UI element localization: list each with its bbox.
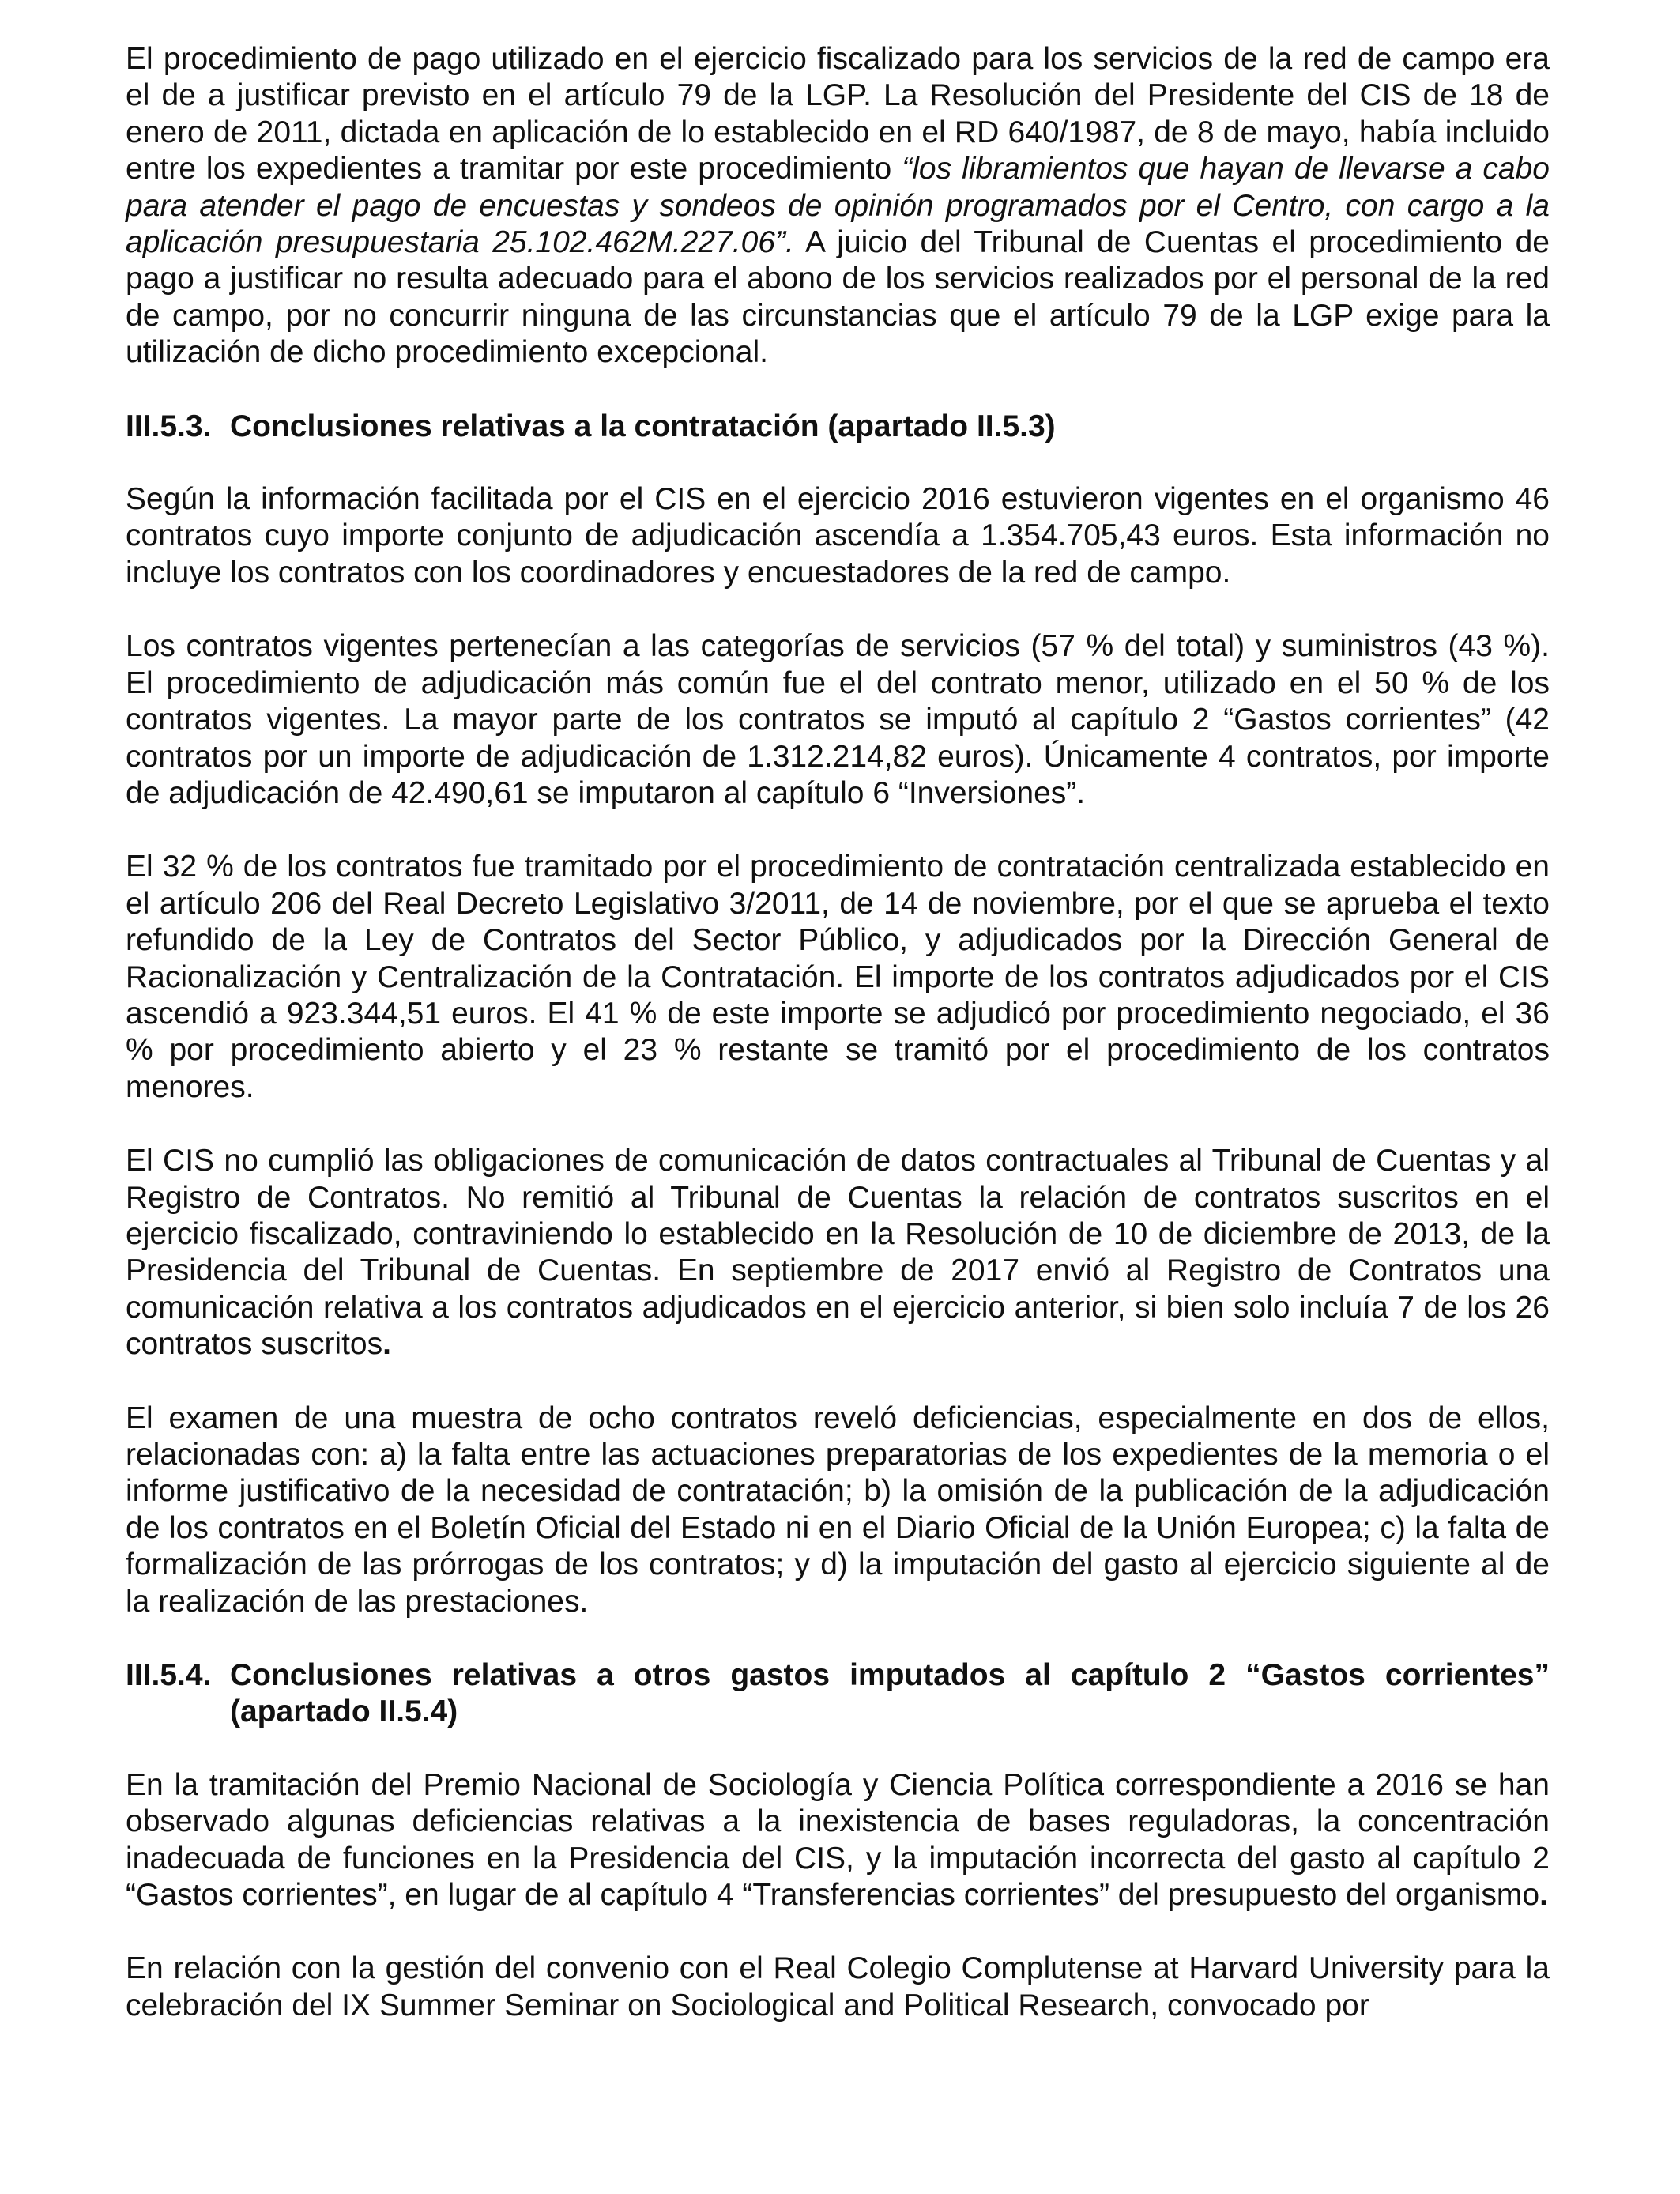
section-heading-iii-5-3 bbox=[126, 409, 1550, 445]
section-title: Conclusiones relativas a otros gastos imputados al capítulo 2 “Gastos corrientes” (apartado II.5.4) bbox=[230, 1658, 1550, 1729]
section-number: III.5.4. bbox=[126, 1658, 212, 1693]
paragraph-categorias-contratos: Los contratos vigentes pertenecían a las categorías de servicios (57 % del total) y suministros (43 %). El procedimiento de adjudicación más común fue el del contrato menor, utilizado en el 50 % de los contratos vigentes. La mayor parte de los contratos se imputó al capítulo 2 “Gastos corrientes” (42 contratos por un importe de adjudicación de 1.312.214,82 euros). Únicamente 4 contratos, por importe de adjudicación de 42.490,61 se imputaron al capítulo 6 “Inversiones”. bbox=[126, 629, 1550, 810]
paragraph-comunicacion-datos bbox=[126, 1143, 1550, 1363]
paragraph-text: En la tramitación del Premio Nacional de Sociología y Ciencia Política correspondiente a 2016 se han observado algunas deficiencias relativas a la inexistencia de bases reguladoras, la concentración inadecuada de funciones en la Presidencia del CIS, y la imputación incorrecta del gasto al capítulo 2 “Gastos corrientes”, en lugar de al capítulo 4 “Transferencias corrientes” del presupuesto del organismo bbox=[126, 1767, 1550, 1913]
paragraph-contratacion-centralizada: El 32 % de los contratos fue tramitado por el procedimiento de contratación centralizada establecido en el artículo 206 del Real Decreto Legislativo 3/2011, de 14 de noviembre, por el que se aprueba el texto refundido de la Ley de Contratos del Sector Público, y adjudicados por la Dirección General de Racionalización y Centralización de la Contratación. El importe de los contratos adjudicados por el CIS ascendió a 923.344,51 euros. El 41 % de este importe se adjudicó por procedimiento negociado, el 36 % por procedimiento abierto y el 23 % restante se tramitó por el procedimiento de los contratos menores. bbox=[126, 850, 1550, 1104]
paragraph-pago-a-justificar bbox=[126, 41, 1550, 371]
section-title: Conclusiones relativas a la contratación (apartado II.5.3) bbox=[230, 409, 1056, 443]
paragraph-text: A juicio del Tribunal de Cuentas el procedimiento de pago a justificar no resulta adecuado para el abono de los servicios realizados por el personal de la red de campo, por no concurrir ninguna de las circunstancias que el artículo 79 de la LGP exige para la utilización de dicho procedimiento excepcional. bbox=[126, 225, 1550, 370]
section-heading-iii-5-4 bbox=[126, 1657, 1550, 1731]
paragraph-text: El procedimiento de pago utilizado en el ejercicio fiscalizado para los servicios de la red de campo era el de a justificar previsto en el artículo 79 de la LGP. La Resolución del Presidente del CIS de 18 de enero de 2011, dictada en aplicación de lo establecido en el RD 640/1987, de 8 de mayo, había incluido entre los expedientes a tramitar por este procedimiento bbox=[126, 42, 1550, 187]
paragraph-contratos-vigentes: Según la información facilitada por el CIS en el ejercicio 2016 estuvieron vigentes en el organismo 46 contratos cuyo importe conjunto de adjudicación ascendía a 1.354.705,43 euros. Esta información no incluye los contratos con los coordinadores y encuestadores de la red de campo. bbox=[126, 482, 1550, 590]
paragraph-text: El CIS no cumplió las obligaciones de comunicación de datos contractuales al Tribunal de Cuentas y al Registro de Contratos. No remitió al Tribunal de Cuentas la relación de contratos suscritos en el ejercicio fiscalizado, contraviniendo lo establecido en la Resolución de 10 de diciembre de 2013, de la Presidencia del Tribunal de Cuentas. En septiembre de 2017 envió al Registro de Contratos una comunicación relativa a los contratos adjudicados en el ejercicio anterior, si bien solo incluía 7 de los 26 contratos suscritos bbox=[126, 1144, 1550, 1362]
bold-period: . bbox=[382, 1327, 391, 1362]
paragraph-convenio-harvard: En relación con la gestión del convenio con el Real Colegio Complutense at Harvard University para la celebración del IX Summer Seminar on Sociological and Political Research, convocado por bbox=[126, 1951, 1550, 2022]
section-number: III.5.3. bbox=[126, 409, 212, 443]
italic-quotation: “los libramientos que hayan de llevarse a cabo para atender el pago de encuestas y sondeos de opinión programados por el Centro, con cargo a la aplicación presupuestaria 25.102.462M.227.06”. bbox=[126, 152, 1550, 260]
paragraph-premio-nacional bbox=[126, 1767, 1550, 1914]
bold-period: . bbox=[1539, 1878, 1548, 1913]
document-page bbox=[126, 41, 1550, 2061]
paragraph-muestra-contratos: El examen de una muestra de ocho contratos reveló deficiencias, especialmente en dos de ellos, relacionadas con: a) la falta entre las actuaciones preparatorias de los expedientes de la memoria o el informe justificativo de la necesidad de contratación; b) la omisión de la publicación de la adjudicación de los contratos en el Boletín Oficial del Estado ni en el Diario Oficial de la Unión Europea; c) la falta de formalización de las prórrogas de los contratos; y d) la imputación del gasto al ejercicio siguiente al de la realización de las prestaciones. bbox=[126, 1400, 1550, 1619]
